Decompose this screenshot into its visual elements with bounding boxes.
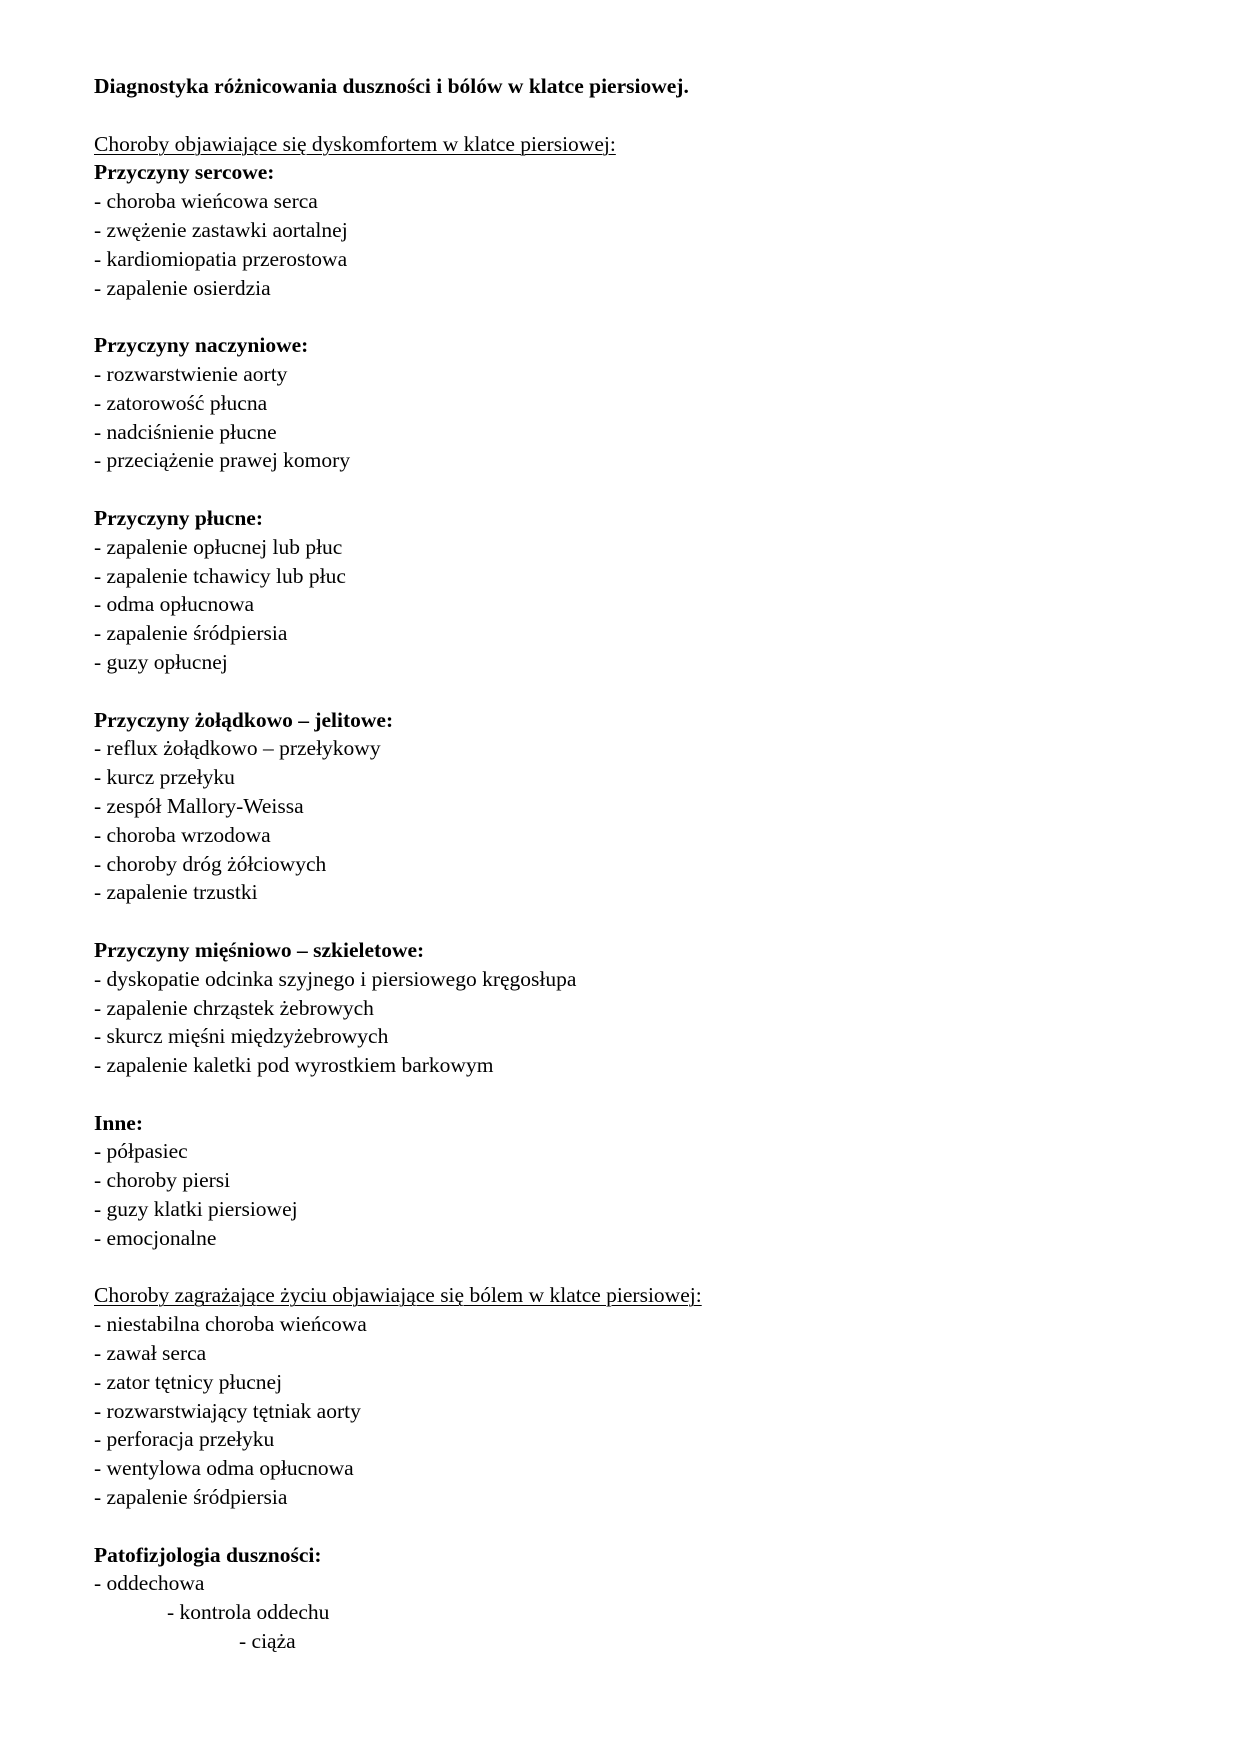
list-item: - zespół Mallory-Weissa xyxy=(94,793,304,818)
list-item: - zator tętnicy płucnej xyxy=(94,1369,283,1394)
list-item: - przeciążenie prawej komory xyxy=(94,448,351,473)
list-item: - zapalenie osierdzia xyxy=(94,275,271,300)
group-heading-musculoskeletal: Przyczyny mięśniowo – szkieletowe: xyxy=(94,937,425,962)
spacer xyxy=(94,1253,1154,1282)
list-item: - rozwarstwienie aorty xyxy=(94,361,288,386)
spacer xyxy=(94,475,1154,504)
list-item: - dyskopatie odcinka szyjnego i piersiowego kręgosłupa xyxy=(94,966,577,991)
spacer xyxy=(94,907,1154,936)
list-item: - zapalenie śródpiersia xyxy=(94,621,288,646)
spacer xyxy=(94,677,1154,706)
document-page xyxy=(94,72,1154,1656)
list-item: - choroba wrzodowa xyxy=(94,822,271,847)
list-item: - choroby dróg żółciowych xyxy=(94,851,327,876)
list-item: - zatorowość płucna xyxy=(94,390,268,415)
list-item: - zawał serca xyxy=(94,1341,207,1366)
list-item: - zapalenie tchawicy lub płuc xyxy=(94,563,346,588)
sub-list-item: - kontrola oddechu xyxy=(167,1600,330,1625)
list-item: - reflux żołądkowo – przełykowy xyxy=(94,736,381,761)
list-item: - skurcz mięśni międzyżebrowych xyxy=(94,1024,389,1049)
list-item: - niestabilna choroba wieńcowa xyxy=(94,1312,367,1337)
list-item: - nadciśnienie płucne xyxy=(94,419,277,444)
spacer xyxy=(94,302,1154,331)
section-heading-pathophysiology: Patofizjologia duszności: xyxy=(94,1542,322,1567)
list-item: - zapalenie kaletki pod wyrostkiem barkowym xyxy=(94,1053,494,1078)
group-heading-pulmonary: Przyczyny płucne: xyxy=(94,505,263,530)
group-heading-other: Inne: xyxy=(94,1110,143,1135)
sub-sub-list-item: - ciąża xyxy=(239,1629,296,1654)
group-heading-gastrointestinal: Przyczyny żołądkowo – jelitowe: xyxy=(94,707,394,732)
list-item: - odma opłucnowa xyxy=(94,592,255,617)
list-item: - emocjonalne xyxy=(94,1225,217,1250)
list-item: - zapalenie opłucnej lub płuc xyxy=(94,534,343,559)
list-item: - guzy klatki piersiowej xyxy=(94,1197,298,1222)
list-item: - kardiomiopatia przerostowa xyxy=(94,246,348,271)
list-item: - półpasiec xyxy=(94,1139,188,1164)
group-heading-vascular: Przyczyny naczyniowe: xyxy=(94,333,309,358)
section-heading-life-threatening: Choroby zagrażające życiu objawiające się bólem w klatce piersiowej: xyxy=(94,1283,702,1308)
list-item: - choroba wieńcowa serca xyxy=(94,189,318,214)
list-item: - perforacja przełyku xyxy=(94,1427,275,1452)
list-item: - rozwarstwiający tętniak aorty xyxy=(94,1398,361,1423)
list-item: - kurcz przełyku xyxy=(94,765,235,790)
list-item: - guzy opłucnej xyxy=(94,649,228,674)
list-item: - wentylowa odma opłucnowa xyxy=(94,1456,354,1481)
section-heading-chest-discomfort: Choroby objawiające się dyskomfortem w klatce piersiowej: xyxy=(94,131,616,156)
spacer xyxy=(94,1512,1154,1541)
list-item: - zapalenie trzustki xyxy=(94,880,258,905)
list-item: - zapalenie chrząstek żebrowych xyxy=(94,995,374,1020)
list-item: - choroby piersi xyxy=(94,1168,231,1193)
list-item: - zwężenie zastawki aortalnej xyxy=(94,217,348,242)
document-title: Diagnostyka różnicowania duszności i bólów w klatce piersiowej. xyxy=(94,74,689,98)
list-item: - zapalenie śródpiersia xyxy=(94,1485,288,1510)
list-item: - oddechowa xyxy=(94,1571,205,1596)
spacer xyxy=(94,101,1154,130)
spacer xyxy=(94,1080,1154,1109)
group-heading-cardiac: Przyczyny sercowe: xyxy=(94,160,275,185)
